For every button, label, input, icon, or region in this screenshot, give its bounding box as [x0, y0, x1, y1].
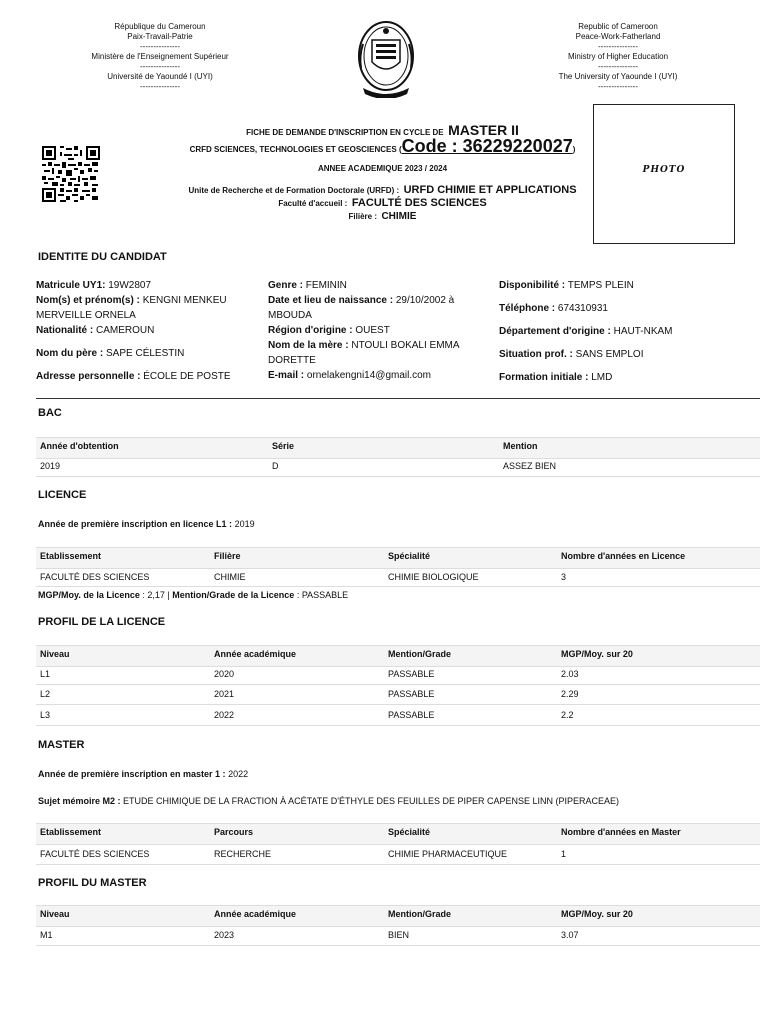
lp-year: 2021: [214, 689, 235, 699]
licence-summary: [38, 590, 348, 600]
master-years: 1: [561, 849, 567, 859]
university-fr: Université de Yaoundé I (UYI): [107, 72, 213, 81]
urfd-label: Unite de Recherche et de Formation Doctorale (URFD) :: [188, 186, 400, 195]
licence-first-year-value: 2019: [234, 519, 255, 529]
master-profile-title: PROFIL DU MASTER: [38, 877, 147, 889]
crfd-suffix: ): [572, 145, 576, 154]
header-left: [60, 22, 260, 92]
phone-value: 674310931: [557, 303, 608, 314]
matricule-value: 19W2807: [108, 280, 152, 291]
ministry-fr: Ministère de l'Enseignement Supérieur: [91, 52, 229, 61]
mp-level: M1: [40, 930, 53, 940]
mother-field-cont: [268, 353, 493, 368]
bac-header-year: Année d'obtention: [40, 441, 119, 451]
lp-header-year: Année académique: [214, 649, 297, 659]
master-first-year: [38, 769, 248, 779]
birth-label: Date et lieu de naissance :: [268, 295, 394, 306]
master-header-years: Nombre d'années en Master: [561, 827, 681, 837]
academic-year-text: ANNEE ACADEMIQUE 2023 / 2024: [317, 164, 448, 173]
bac-title: BAC: [38, 407, 62, 419]
name-label: Nom(s) et prénom(s) :: [36, 295, 140, 306]
lp-year: 2022: [214, 710, 235, 720]
separator: ---------------: [140, 42, 180, 51]
region-value: OUEST: [355, 325, 390, 336]
table-row-divider: [36, 586, 760, 587]
separator: ---------------: [140, 62, 180, 71]
master-subject-value: ETUDE CHIMIQUE DE LA FRACTION À ACÉTATE D'ÉTHYLE DES FEUILLES DE PIPER CAPENSE LINN (PIPERACEAE): [123, 796, 620, 806]
master-first-year-value: 2022: [228, 769, 249, 779]
ministry-en: Ministry of Higher Education: [567, 52, 669, 61]
table-row-divider: [36, 476, 760, 477]
section-divider: [36, 398, 760, 399]
lp-grade: PASSABLE: [388, 710, 435, 720]
lp-year: 2020: [214, 669, 235, 679]
training-field: [499, 370, 759, 385]
department-value: HAUT-NKAM: [613, 326, 673, 337]
licence-grade-label: Mention/Grade de la Licence: [172, 590, 295, 600]
mother-value-line2: DORETTE: [268, 355, 316, 366]
training-label: Formation initiale :: [499, 372, 589, 383]
availability-field: [499, 278, 759, 293]
lp-grade: PASSABLE: [388, 669, 435, 679]
department-field: [499, 324, 759, 339]
filiere-line: [120, 206, 645, 224]
university-en: The University of Yaounde I (UYI): [558, 72, 678, 81]
licence-years: 3: [561, 572, 567, 582]
form-title-cycle: MASTER II: [448, 122, 519, 138]
crfd-prefix: CRFD SCIENCES, TECHNOLOGIES ET GEOSCIENCES (: [189, 145, 402, 154]
master-header-specialite: Spécialité: [388, 827, 431, 837]
birth-field-cont: [268, 308, 493, 323]
situation-field: [499, 347, 759, 362]
father-field: [36, 346, 261, 361]
mp-mgp: 3.07: [561, 930, 579, 940]
father-label: Nom du père :: [36, 348, 104, 359]
licence-grade-value: : PASSABLE: [296, 590, 349, 600]
lp-grade: PASSABLE: [388, 689, 435, 699]
email-value: ornelakengni14@gmail.com: [306, 370, 432, 381]
separator: ---------------: [598, 42, 638, 51]
separator: ---------------: [598, 82, 638, 91]
country-fr: République du Cameroun: [114, 22, 206, 31]
master-subject: [38, 796, 619, 806]
gender-value: FEMININ: [305, 280, 347, 291]
nationality-value: CAMEROUN: [96, 325, 155, 336]
availability-value: TEMPS PLEIN: [567, 280, 634, 291]
form-title-prefix: FICHE DE DEMANDE D'INSCRIPTION EN CYCLE DE: [246, 128, 444, 137]
master-title: MASTER: [38, 739, 85, 751]
filiere-value: CHIMIE: [381, 211, 417, 222]
bac-header-mention: Mention: [503, 441, 538, 451]
father-value: SAPE CÉLESTIN: [106, 348, 185, 359]
urfd-value: URFD CHIMIE ET APPLICATIONS: [403, 184, 577, 196]
licence-header-etab: Etablissement: [40, 551, 102, 561]
separator: ---------------: [140, 82, 180, 91]
mp-header-year: Année académique: [214, 909, 297, 919]
master-specialite: CHIMIE PHARMACEUTIQUE: [388, 849, 508, 859]
table-row-divider: [36, 864, 760, 865]
mother-value-line1: NTOULI BOKALI EMMA: [351, 340, 460, 351]
licence-header-specialite: Spécialité: [388, 551, 431, 561]
master-parcours: RECHERCHE: [214, 849, 272, 859]
name-field-cont: [36, 308, 261, 323]
licence-etab: FACULTÉ DES SCIENCES: [40, 572, 150, 582]
licence-specialite: CHIMIE BIOLOGIQUE: [388, 572, 479, 582]
lp-mgp: 2.03: [561, 669, 579, 679]
region-field: [268, 323, 493, 338]
motto-fr: Paix-Travail-Patrie: [127, 32, 193, 41]
bac-year: 2019: [40, 461, 61, 471]
country-en: Republic of Cameroon: [578, 22, 658, 31]
lp-level: L3: [40, 710, 51, 720]
situation-label: Situation prof. :: [499, 349, 573, 360]
faculty-value: FACULTÉ DES SCIENCES: [351, 197, 487, 209]
master-etab: FACULTÉ DES SCIENCES: [40, 849, 150, 859]
phone-field: [499, 301, 759, 316]
bac-header-serie: Série: [272, 441, 295, 451]
qr-code-icon: [42, 146, 100, 202]
training-value: LMD: [591, 372, 613, 383]
master-header-etab: Etablissement: [40, 827, 102, 837]
gender-field: [268, 278, 493, 293]
master-header-parcours: Parcours: [214, 827, 254, 837]
licence-first-year: [38, 519, 255, 529]
faculty-label: Faculté d'accueil :: [278, 199, 348, 208]
candidate-code: Code : 36229220027: [401, 136, 573, 156]
master-subject-label: Sujet mémoire M2 :: [38, 796, 121, 806]
crfd-line: [120, 136, 645, 157]
lp-mgp: 2.29: [561, 689, 579, 699]
name-value-line2: MERVEILLE ORNELA: [36, 310, 136, 321]
table-row-divider: [36, 684, 760, 685]
licence-mgp-label: MGP/Moy. de la Licence: [38, 590, 140, 600]
identity-col-1: [36, 278, 261, 384]
mp-header-level: Niveau: [40, 909, 70, 919]
lp-header-level: Niveau: [40, 649, 70, 659]
table-row-divider: [36, 945, 760, 946]
lp-header-grade: Mention/Grade: [388, 649, 452, 659]
birth-value-line2: MBOUDA: [268, 310, 312, 321]
academic-year: [120, 158, 645, 176]
address-label: Adresse personnelle :: [36, 371, 141, 382]
mp-year: 2023: [214, 930, 235, 940]
availability-label: Disponibilité :: [499, 280, 566, 291]
phone-label: Téléphone :: [499, 303, 556, 314]
gender-label: Genre :: [268, 280, 304, 291]
photo-box: [593, 104, 735, 244]
bac-mention: ASSEZ BIEN: [503, 461, 557, 471]
lp-level: L2: [40, 689, 51, 699]
name-value-line1: KENGNI MENKEU: [142, 295, 227, 306]
motto-en: Peace-Work-Fatherland: [575, 32, 661, 41]
identity-col-2: [268, 278, 493, 383]
name-field: [36, 293, 261, 308]
licence-header-years: Nombre d'années en Licence: [561, 551, 686, 561]
table-row-divider: [36, 704, 760, 705]
mp-grade: BIEN: [388, 930, 410, 940]
mother-label: Nom de la mère :: [268, 340, 349, 351]
matricule-label: Matricule UY1:: [36, 280, 106, 291]
licence-title: LICENCE: [38, 489, 87, 501]
table-row-divider: [36, 725, 760, 726]
header-right: [518, 22, 718, 92]
bac-table-header: [36, 437, 760, 459]
licence-mgp-value: : 2,17 |: [142, 590, 170, 600]
matricule-field: [36, 278, 261, 293]
email-label: E-mail :: [268, 370, 305, 381]
situation-value: SANS EMPLOI: [575, 349, 644, 360]
birth-field: [268, 293, 493, 308]
licence-profile-title: PROFIL DE LA LICENCE: [38, 616, 166, 628]
address-value: ÉCOLE DE POSTE: [143, 371, 231, 382]
region-label: Région d'origine :: [268, 325, 353, 336]
master-first-year-label: Année de première inscription en master 1 :: [38, 769, 226, 779]
mp-header-grade: Mention/Grade: [388, 909, 452, 919]
identity-title: IDENTITE DU CANDIDAT: [38, 251, 167, 263]
university-seal-icon: [355, 18, 417, 98]
nationality-field: [36, 323, 261, 338]
address-field: [36, 369, 261, 384]
identity-col-3: [499, 278, 759, 385]
bac-serie: D: [272, 461, 279, 471]
licence-first-year-label: Année de première inscription en licence L1 :: [38, 519, 233, 529]
mother-field: [268, 338, 493, 353]
lp-mgp: 2.2: [561, 710, 574, 720]
filiere-label: Filière :: [348, 212, 377, 221]
lp-level: L1: [40, 669, 51, 679]
licence-header-filiere: Filière: [214, 551, 241, 561]
email-field: [268, 368, 493, 383]
photo-label: PHOTO: [642, 165, 686, 175]
nationality-label: Nationalité :: [36, 325, 94, 336]
separator: ---------------: [598, 62, 638, 71]
licence-filiere: CHIMIE: [214, 572, 246, 582]
department-label: Département d'origine :: [499, 326, 611, 337]
birth-value-line1: 29/10/2002 à: [395, 295, 455, 306]
lp-header-mgp: MGP/Moy. sur 20: [561, 649, 633, 659]
mp-header-mgp: MGP/Moy. sur 20: [561, 909, 633, 919]
